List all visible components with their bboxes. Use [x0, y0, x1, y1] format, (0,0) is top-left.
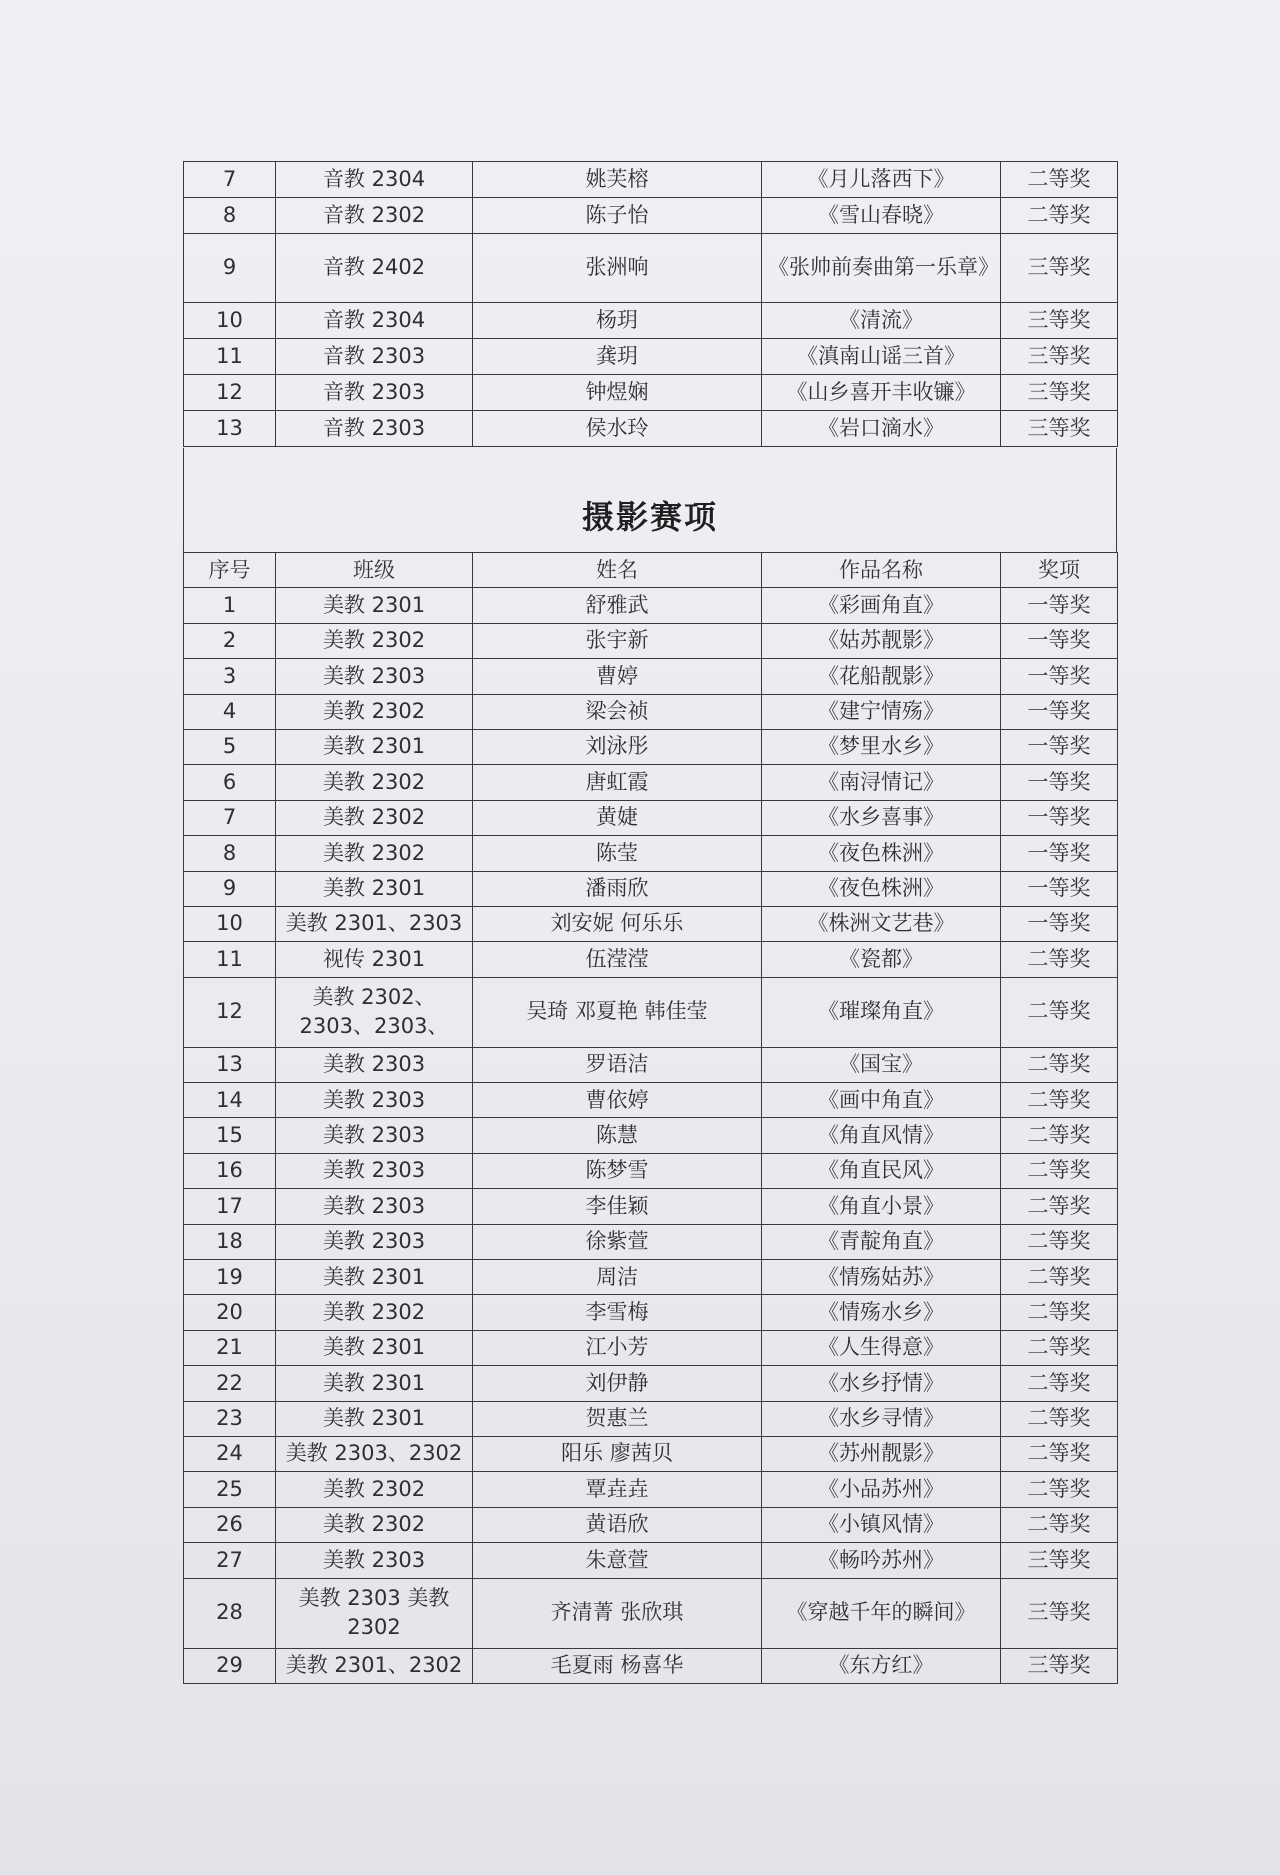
cell-award: 一等奖	[1001, 836, 1118, 871]
table-row	[184, 234, 1118, 303]
cell-name: 杨玥	[473, 303, 762, 339]
cell-award: 三等奖	[1001, 234, 1118, 303]
cell-class: 美教 2303	[276, 1083, 473, 1118]
cell-name: 侯水玲	[473, 411, 762, 447]
table-row	[184, 1366, 1118, 1401]
cell-class: 美教 2303	[276, 1047, 473, 1082]
table-row	[184, 800, 1118, 835]
cell-class: 美教 2301	[276, 588, 473, 623]
table-row	[184, 623, 1118, 658]
cell-work: 《月儿落西下》	[762, 162, 1001, 198]
photography-results-table	[183, 552, 1118, 1684]
cell-award: 二等奖	[1001, 1330, 1118, 1365]
table-row	[184, 1330, 1118, 1365]
cell-award: 二等奖	[1001, 1153, 1118, 1188]
cell-work: 《滇南山谣三首》	[762, 339, 1001, 375]
cell-no: 22	[184, 1366, 276, 1401]
cell-no: 11	[184, 339, 276, 375]
cell-class: 音教 2402	[276, 234, 473, 303]
table-row	[184, 303, 1118, 339]
cell-no: 14	[184, 1083, 276, 1118]
cell-work: 《角直风情》	[762, 1118, 1001, 1153]
cell-class: 美教 2303	[276, 1189, 473, 1224]
table-row	[184, 339, 1118, 375]
cell-award: 二等奖	[1001, 1047, 1118, 1082]
cell-class: 美教 2302	[276, 1295, 473, 1330]
table-row	[184, 375, 1118, 411]
cell-name: 龚玥	[473, 339, 762, 375]
table-row	[184, 198, 1118, 234]
cell-no: 6	[184, 765, 276, 800]
cell-no: 21	[184, 1330, 276, 1365]
table-row	[184, 1578, 1118, 1648]
cell-award: 一等奖	[1001, 588, 1118, 623]
cell-no: 10	[184, 303, 276, 339]
cell-class: 音教 2303	[276, 339, 473, 375]
cell-no: 27	[184, 1543, 276, 1578]
cell-class: 美教 2301	[276, 1330, 473, 1365]
cell-work: 《建宁情殇》	[762, 694, 1001, 729]
cell-name: 江小芳	[473, 1330, 762, 1365]
cell-name: 陈子怡	[473, 198, 762, 234]
cell-work: 《姑苏靓影》	[762, 623, 1001, 658]
cell-name: 曹婷	[473, 659, 762, 694]
cell-name: 徐紫萱	[473, 1224, 762, 1259]
cell-work: 《青靛角直》	[762, 1224, 1001, 1259]
cell-work: 《夜色株洲》	[762, 871, 1001, 906]
cell-name: 齐清菁 张欣琪	[473, 1578, 762, 1648]
cell-name: 李佳颖	[473, 1189, 762, 1224]
cell-work: 《画中角直》	[762, 1083, 1001, 1118]
cell-no: 9	[184, 234, 276, 303]
cell-work: 《雪山春晓》	[762, 198, 1001, 234]
cell-no: 12	[184, 375, 276, 411]
cell-name: 覃垚垚	[473, 1472, 762, 1507]
cell-award: 一等奖	[1001, 694, 1118, 729]
cell-work: 《角直民风》	[762, 1153, 1001, 1188]
cell-work: 《穿越千年的瞬间》	[762, 1578, 1001, 1648]
cell-name: 刘伊静	[473, 1366, 762, 1401]
cell-award: 二等奖	[1001, 1118, 1118, 1153]
cell-work: 《情殇水乡》	[762, 1295, 1001, 1330]
cell-award: 二等奖	[1001, 1366, 1118, 1401]
table-row	[184, 1189, 1118, 1224]
cell-award: 三等奖	[1001, 375, 1118, 411]
cell-award: 一等奖	[1001, 765, 1118, 800]
cell-work: 《畅吟苏州》	[762, 1543, 1001, 1578]
header-work: 作品名称	[762, 553, 1001, 588]
cell-class: 美教 2302	[276, 1507, 473, 1542]
cell-name: 朱意萱	[473, 1543, 762, 1578]
section-title-box	[183, 448, 1117, 552]
cell-no: 5	[184, 729, 276, 764]
cell-work: 《情殇姑苏》	[762, 1260, 1001, 1295]
cell-class: 美教 2301	[276, 871, 473, 906]
table-row	[184, 729, 1118, 764]
cell-award: 一等奖	[1001, 623, 1118, 658]
cell-no: 4	[184, 694, 276, 729]
table-row	[184, 977, 1118, 1047]
cell-no: 8	[184, 198, 276, 234]
cell-work: 《璀璨角直》	[762, 977, 1001, 1047]
cell-class: 美教 2303	[276, 1153, 473, 1188]
cell-no: 3	[184, 659, 276, 694]
cell-no: 13	[184, 411, 276, 447]
cell-award: 一等奖	[1001, 659, 1118, 694]
cell-name: 伍滢滢	[473, 942, 762, 977]
table-row	[184, 1295, 1118, 1330]
header-class: 班级	[276, 553, 473, 588]
cell-award: 二等奖	[1001, 1260, 1118, 1295]
table-row	[184, 1153, 1118, 1188]
table-row	[184, 162, 1118, 198]
table-row	[184, 906, 1118, 941]
table-row	[184, 1436, 1118, 1471]
cell-no: 1	[184, 588, 276, 623]
cell-no: 13	[184, 1047, 276, 1082]
cell-name: 毛夏雨 杨喜华	[473, 1648, 762, 1683]
cell-work: 《张帅前奏曲第一乐章》	[762, 234, 1001, 303]
table-row	[184, 1047, 1118, 1082]
cell-class: 美教 2302	[276, 623, 473, 658]
cell-work: 《南浔情记》	[762, 765, 1001, 800]
cell-name: 陈慧	[473, 1118, 762, 1153]
cell-no: 7	[184, 800, 276, 835]
cell-class: 美教 2301	[276, 1366, 473, 1401]
cell-work: 《小镇风情》	[762, 1507, 1001, 1542]
table-row	[184, 694, 1118, 729]
cell-award: 一等奖	[1001, 871, 1118, 906]
cell-no: 12	[184, 977, 276, 1047]
cell-no: 10	[184, 906, 276, 941]
cell-name: 钟煜娴	[473, 375, 762, 411]
cell-no: 9	[184, 871, 276, 906]
cell-class: 美教 2303	[276, 659, 473, 694]
cell-work: 《山乡喜开丰收镰》	[762, 375, 1001, 411]
cell-no: 18	[184, 1224, 276, 1259]
cell-name: 张洲响	[473, 234, 762, 303]
cell-name: 潘雨欣	[473, 871, 762, 906]
cell-class: 美教 2301、2303	[276, 906, 473, 941]
cell-name: 刘安妮 何乐乐	[473, 906, 762, 941]
table-row	[184, 1083, 1118, 1118]
header-no: 序号	[184, 553, 276, 588]
section-title: 摄影赛项	[581, 498, 718, 536]
cell-no: 26	[184, 1507, 276, 1542]
cell-name: 唐虹霞	[473, 765, 762, 800]
cell-name: 黄语欣	[473, 1507, 762, 1542]
cell-class: 音教 2303	[276, 375, 473, 411]
cell-class: 美教 2302	[276, 765, 473, 800]
cell-class: 音教 2304	[276, 162, 473, 198]
cell-award: 一等奖	[1001, 800, 1118, 835]
table-row	[184, 1543, 1118, 1578]
cell-class: 美教 2302	[276, 800, 473, 835]
cell-work: 《梦里水乡》	[762, 729, 1001, 764]
cell-work: 《水乡寻情》	[762, 1401, 1001, 1436]
cell-name: 刘泳彤	[473, 729, 762, 764]
cell-work: 《彩画角直》	[762, 588, 1001, 623]
cell-award: 三等奖	[1001, 1578, 1118, 1648]
cell-work: 《小品苏州》	[762, 1472, 1001, 1507]
cell-name: 罗语洁	[473, 1047, 762, 1082]
table-row	[184, 871, 1118, 906]
cell-class: 美教 2301	[276, 1260, 473, 1295]
cell-no: 24	[184, 1436, 276, 1471]
cell-no: 23	[184, 1401, 276, 1436]
cell-name: 舒雅武	[473, 588, 762, 623]
cell-class: 美教 2302	[276, 836, 473, 871]
cell-class: 音教 2303	[276, 411, 473, 447]
cell-no: 29	[184, 1648, 276, 1683]
table-row	[184, 836, 1118, 871]
cell-name: 周洁	[473, 1260, 762, 1295]
cell-work: 《苏州靓影》	[762, 1436, 1001, 1471]
cell-class: 美教 2302、2303、2303、	[276, 977, 473, 1047]
cell-award: 二等奖	[1001, 1401, 1118, 1436]
cell-no: 8	[184, 836, 276, 871]
cell-class: 美教 2301	[276, 729, 473, 764]
table-row	[184, 1260, 1118, 1295]
cell-class: 美教 2301、2302	[276, 1648, 473, 1683]
cell-no: 25	[184, 1472, 276, 1507]
cell-no: 16	[184, 1153, 276, 1188]
table-row	[184, 411, 1118, 447]
cell-award: 二等奖	[1001, 162, 1118, 198]
table-row	[184, 1401, 1118, 1436]
cell-work: 《水乡抒情》	[762, 1366, 1001, 1401]
cell-class: 音教 2304	[276, 303, 473, 339]
cell-no: 28	[184, 1578, 276, 1648]
cell-name: 黄婕	[473, 800, 762, 835]
cell-name: 陈梦雪	[473, 1153, 762, 1188]
cell-work: 《水乡喜事》	[762, 800, 1001, 835]
cell-work: 《人生得意》	[762, 1330, 1001, 1365]
cell-award: 三等奖	[1001, 411, 1118, 447]
cell-award: 三等奖	[1001, 303, 1118, 339]
cell-work: 《瓷都》	[762, 942, 1001, 977]
cell-award: 一等奖	[1001, 729, 1118, 764]
cell-award: 二等奖	[1001, 1295, 1118, 1330]
table-header-row	[184, 553, 1118, 588]
cell-name: 阳乐 廖茜贝	[473, 1436, 762, 1471]
cell-award: 三等奖	[1001, 1543, 1118, 1578]
table-row	[184, 1648, 1118, 1683]
table-row	[184, 659, 1118, 694]
cell-work: 《角直小景》	[762, 1189, 1001, 1224]
music-results-table	[183, 161, 1118, 447]
cell-award: 二等奖	[1001, 1189, 1118, 1224]
cell-class: 美教 2303	[276, 1118, 473, 1153]
cell-class: 视传 2301	[276, 942, 473, 977]
cell-award: 二等奖	[1001, 1507, 1118, 1542]
cell-award: 二等奖	[1001, 1436, 1118, 1471]
cell-award: 一等奖	[1001, 906, 1118, 941]
cell-award: 三等奖	[1001, 1648, 1118, 1683]
cell-work: 《株洲文艺巷》	[762, 906, 1001, 941]
cell-award: 二等奖	[1001, 1083, 1118, 1118]
header-award: 奖项	[1001, 553, 1118, 588]
cell-no: 15	[184, 1118, 276, 1153]
cell-name: 陈莹	[473, 836, 762, 871]
cell-class: 美教 2303	[276, 1543, 473, 1578]
table-row	[184, 1118, 1118, 1153]
cell-work: 《东方红》	[762, 1648, 1001, 1683]
cell-no: 2	[184, 623, 276, 658]
cell-work: 《夜色株洲》	[762, 836, 1001, 871]
cell-no: 17	[184, 1189, 276, 1224]
cell-class: 音教 2302	[276, 198, 473, 234]
cell-award: 二等奖	[1001, 942, 1118, 977]
table-row	[184, 942, 1118, 977]
cell-name: 梁会祯	[473, 694, 762, 729]
table-row	[184, 1472, 1118, 1507]
cell-class: 美教 2303、2302	[276, 1436, 473, 1471]
table-row	[184, 1507, 1118, 1542]
cell-award: 二等奖	[1001, 977, 1118, 1047]
cell-award: 二等奖	[1001, 1472, 1118, 1507]
cell-no: 11	[184, 942, 276, 977]
cell-no: 7	[184, 162, 276, 198]
cell-name: 张宇新	[473, 623, 762, 658]
cell-name: 贺惠兰	[473, 1401, 762, 1436]
cell-class: 美教 2301	[276, 1401, 473, 1436]
cell-work: 《国宝》	[762, 1047, 1001, 1082]
cell-award: 三等奖	[1001, 339, 1118, 375]
cell-name: 曹依婷	[473, 1083, 762, 1118]
cell-no: 20	[184, 1295, 276, 1330]
table-row	[184, 765, 1118, 800]
header-name: 姓名	[473, 553, 762, 588]
table-row	[184, 1224, 1118, 1259]
cell-class: 美教 2303 美教 2302	[276, 1578, 473, 1648]
cell-work: 《清流》	[762, 303, 1001, 339]
cell-name: 姚芙榕	[473, 162, 762, 198]
cell-no: 19	[184, 1260, 276, 1295]
cell-name: 吴琦 邓夏艳 韩佳莹	[473, 977, 762, 1047]
cell-work: 《花船靓影》	[762, 659, 1001, 694]
table-row	[184, 588, 1118, 623]
cell-work: 《岩口滴水》	[762, 411, 1001, 447]
cell-class: 美教 2303	[276, 1224, 473, 1259]
cell-name: 李雪梅	[473, 1295, 762, 1330]
cell-award: 二等奖	[1001, 1224, 1118, 1259]
cell-award: 二等奖	[1001, 198, 1118, 234]
cell-class: 美教 2302	[276, 1472, 473, 1507]
cell-class: 美教 2302	[276, 694, 473, 729]
